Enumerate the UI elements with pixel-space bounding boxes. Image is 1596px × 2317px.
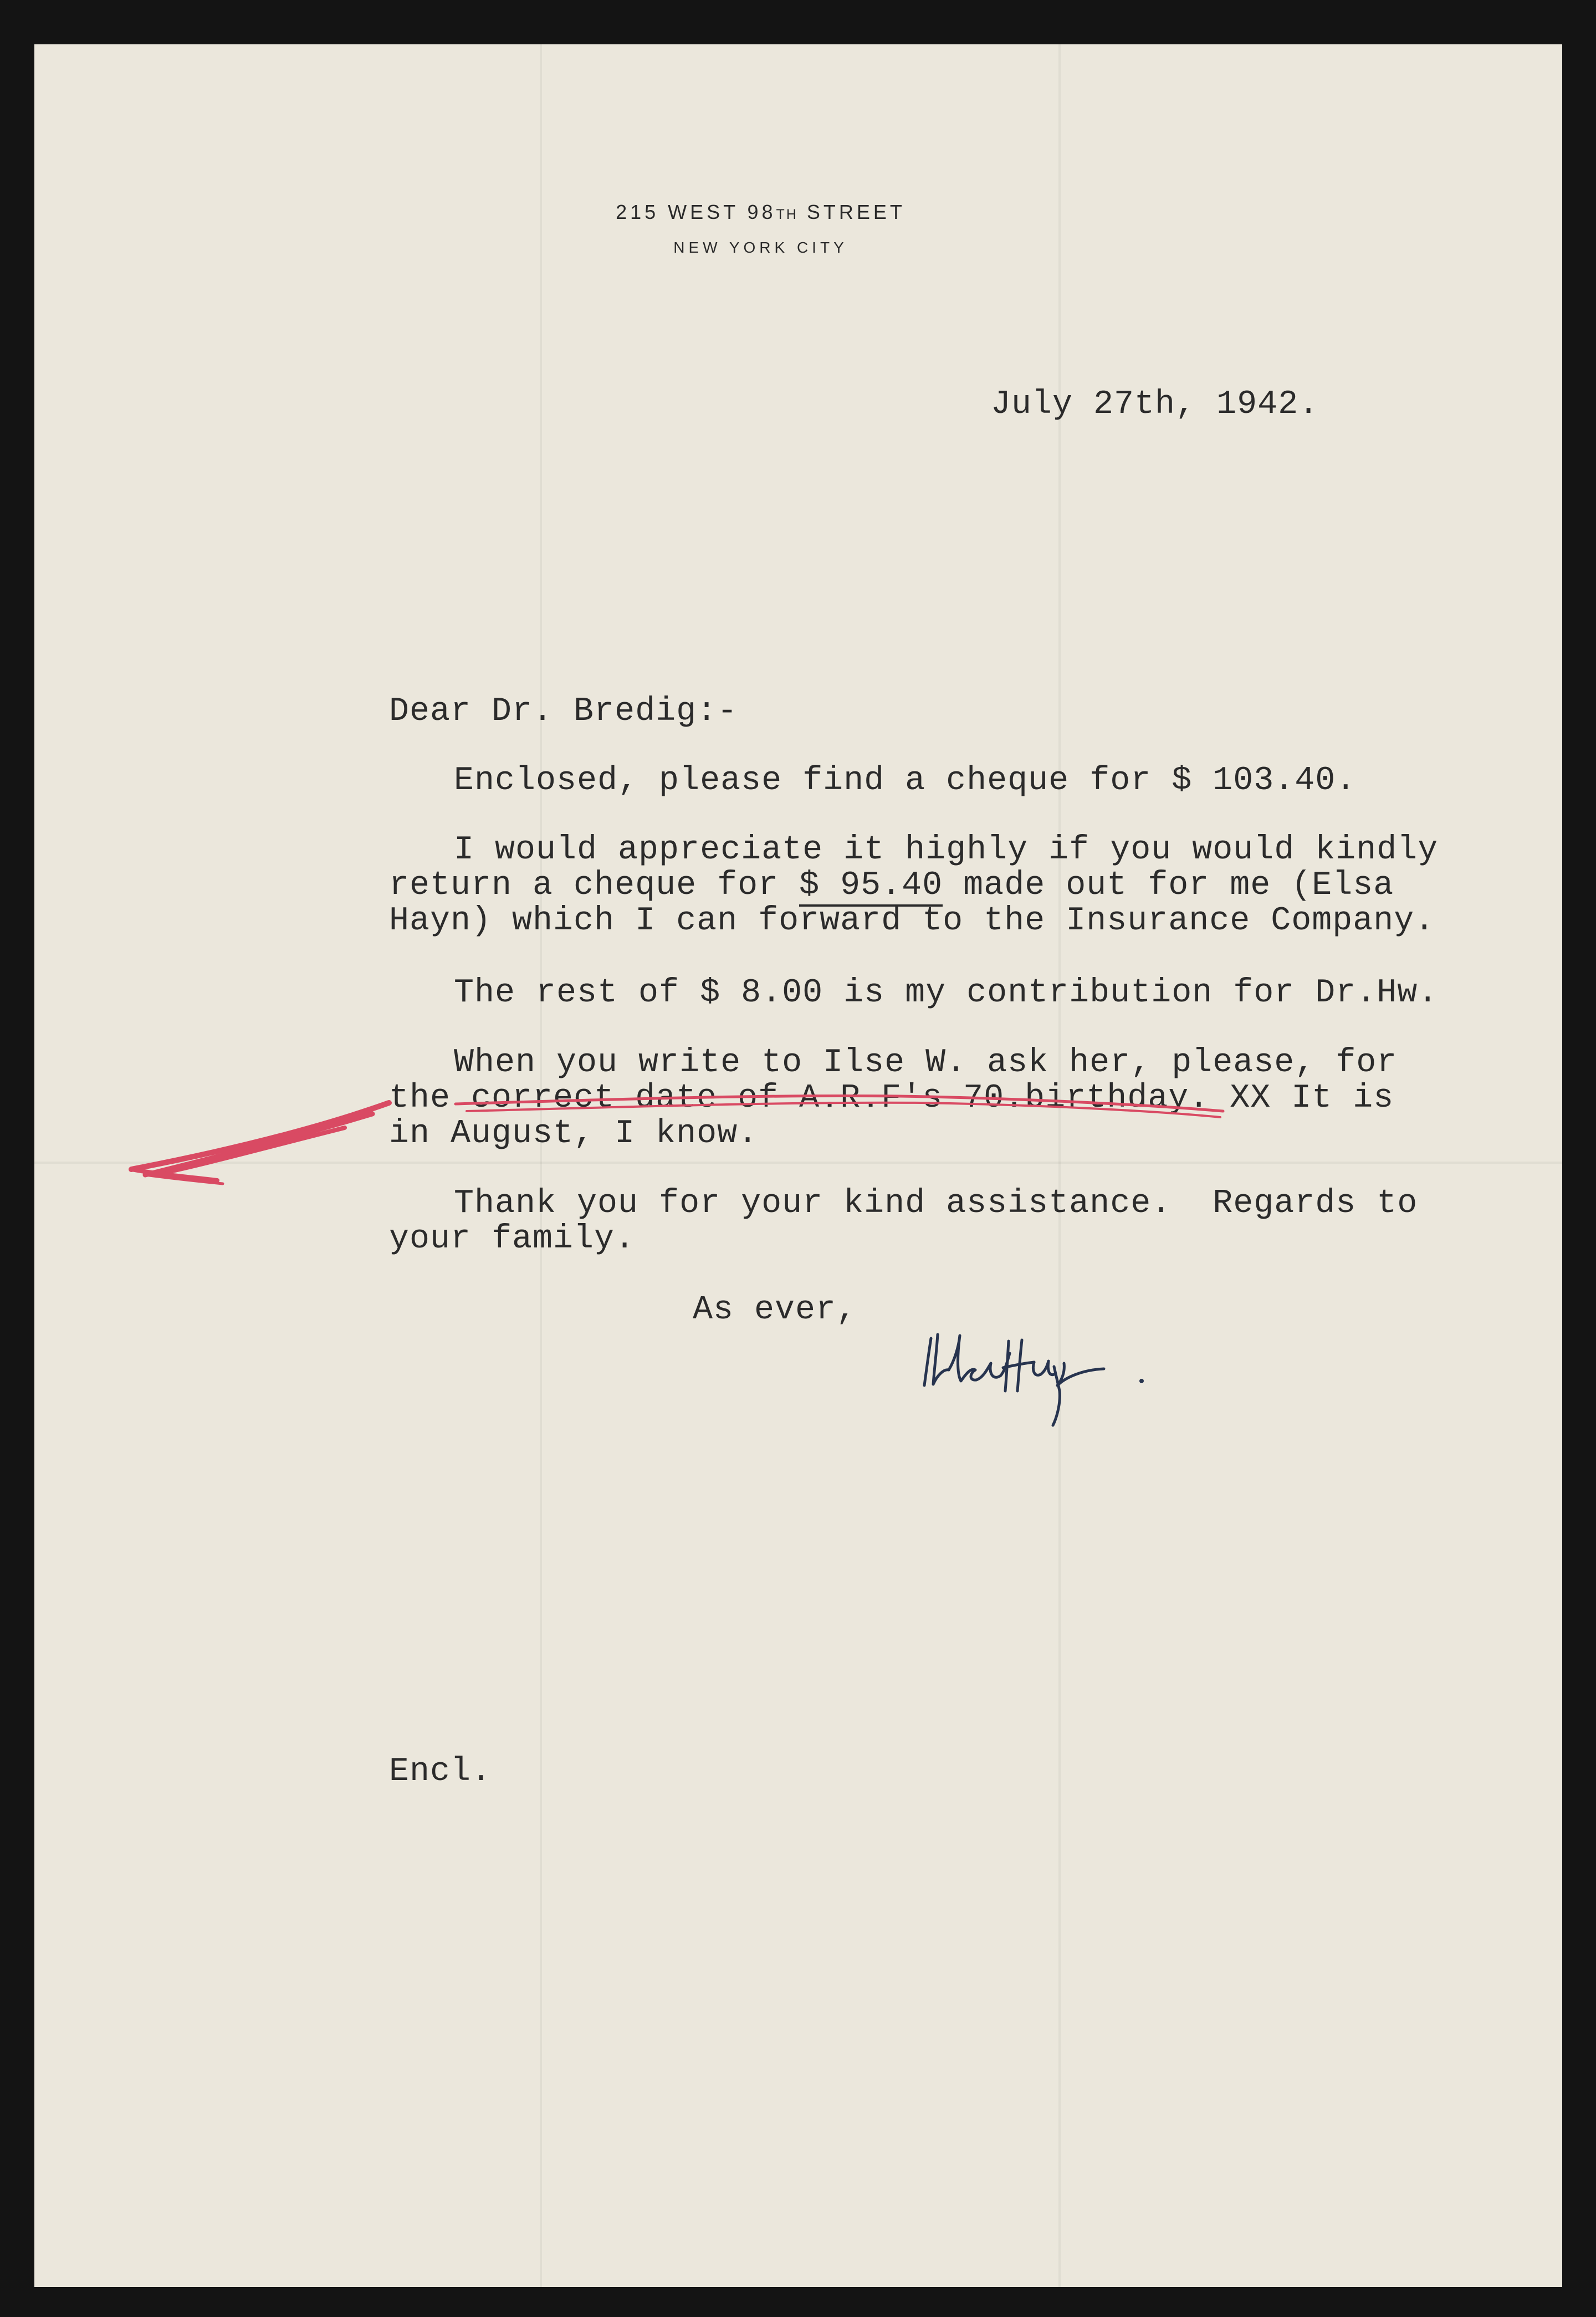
- closing: As ever,: [693, 1291, 857, 1329]
- paragraph-5-line-2: your family.: [389, 1220, 636, 1258]
- paragraph-4-line-3: in August, I know.: [389, 1115, 759, 1153]
- red-pencil-annotation: [34, 44, 1562, 2287]
- letterhead-street: 215 WEST 98TH STREET: [616, 201, 906, 223]
- letter-sheet: [34, 44, 1562, 2287]
- paragraph-4-line-2: the correct date of A.R.F's 70.birthday. XX It is: [389, 1080, 1394, 1117]
- paragraph-2-line-1: I would appreciate it highly if you would kindly: [454, 831, 1439, 869]
- paragraph-1: Enclosed, please find a cheque for $ 103.40.: [454, 762, 1357, 800]
- salutation: Dear Dr. Bredig:-: [389, 693, 738, 730]
- letter-date: July 27th, 1942.: [991, 386, 1319, 423]
- paragraph-2-line-2: return a cheque for $ 95.40 made out for me (Elsa: [389, 868, 1394, 903]
- letterhead-city: NEW YORK CITY: [673, 239, 848, 256]
- fold-line-horizontal: [34, 1162, 1562, 1164]
- fold-line-vertical: [1058, 44, 1061, 2287]
- enclosure-note: Encl.: [389, 1753, 492, 1791]
- fold-line-vertical: [540, 44, 542, 2287]
- paragraph-2-line-3: Hayn) which I can forward to the Insurance Company.: [389, 902, 1435, 940]
- cheque-amount: $ 95.40: [799, 867, 943, 907]
- paragraph-5-line-1: Thank you for your kind assistance. Regards to: [454, 1185, 1418, 1223]
- paragraph-4-line-1: When you write to Ilse W. ask her, please, for: [454, 1044, 1398, 1082]
- paragraph-3: The rest of $ 8.00 is my contribution for Dr.Hw.: [454, 974, 1439, 1012]
- handwritten-signature: [915, 1308, 1181, 1430]
